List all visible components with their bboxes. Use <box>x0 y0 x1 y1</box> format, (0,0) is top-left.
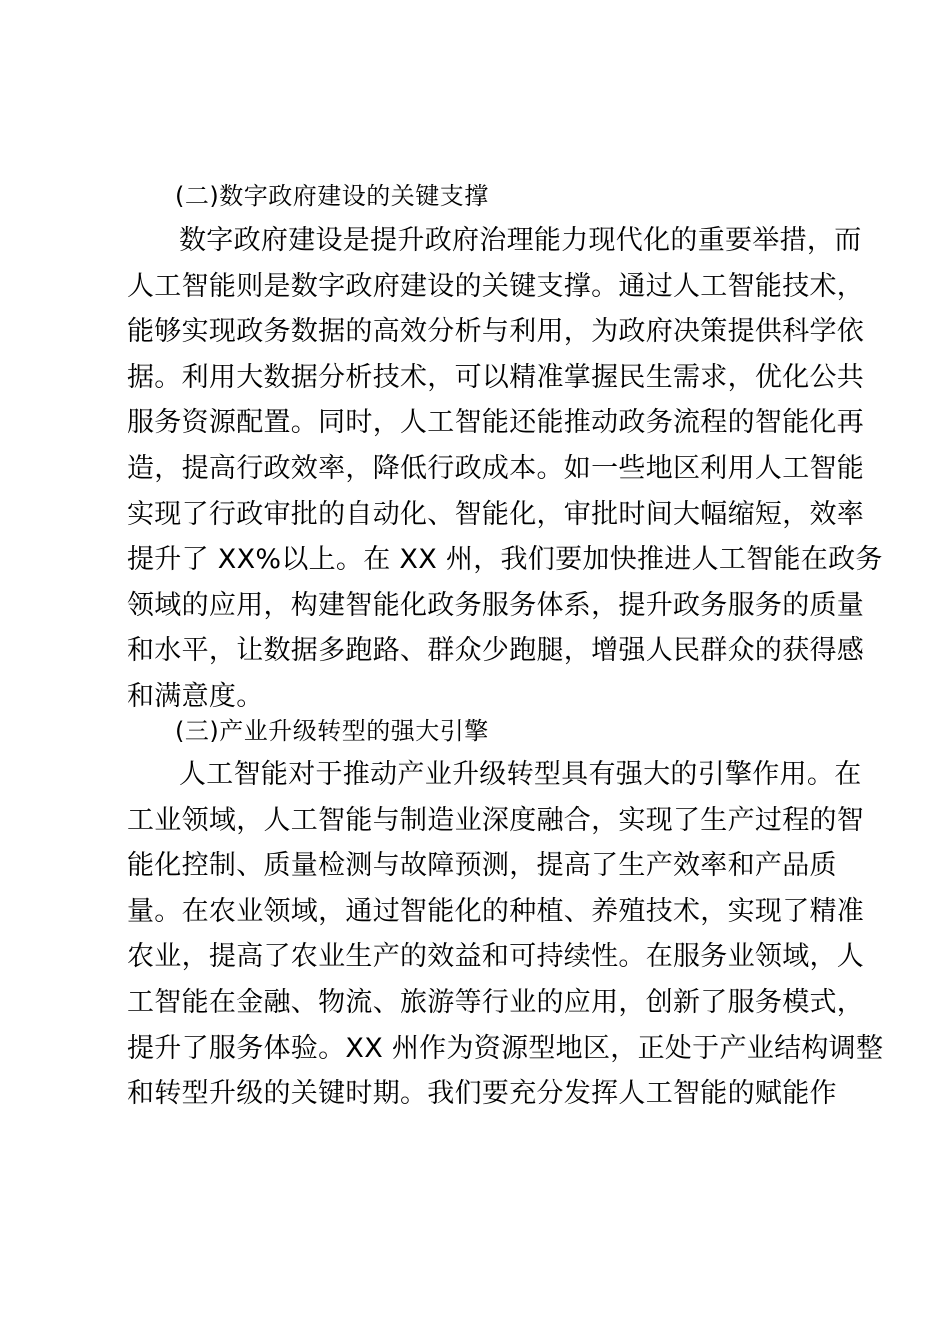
paragraph-line: 和满意度。 <box>127 680 264 712</box>
paragraph-line: 工智能在金融、物流、旅游等行业的应用，创新了服务模式， <box>127 986 865 1018</box>
paragraph-line: 能够实现政务数据的高效分析与利用，为政府决策提供科学依 <box>127 316 865 348</box>
paragraph-line: 和水平，让数据多跑路、群众少跑腿，增强人民群众的获得感 <box>127 635 865 667</box>
section-heading-2: (二)数字政府建设的关键支撑 <box>175 182 489 210</box>
paragraph-line: 和转型升级的关键时期。我们要充分发挥人工智能的赋能作 <box>127 1078 837 1110</box>
paragraph-line: 造，提高行政效率，降低行政成本。如一些地区利用人工智能 <box>127 452 865 484</box>
section-3-paragraph <box>127 752 884 1117</box>
section-heading-3: (三)产业升级转型的强大引擎 <box>175 717 489 745</box>
paragraph-line: 据。利用大数据分析技术，可以精准掌握民生需求，优化公共 <box>127 361 865 393</box>
paragraph-line: 实现了行政审批的自动化、智能化，审批时间大幅缩短，效率 <box>127 498 865 530</box>
paragraph-line: 提升了 XX%以上。在 XX 州，我们要加快推进人工智能在政务 <box>127 544 883 576</box>
paragraph-line: 提升了服务体验。XX 州作为资源型地区，正处于产业结构调整 <box>127 1032 884 1064</box>
section-2-paragraph <box>127 218 883 720</box>
paragraph-line: 数字政府建设是提升政府治理能力现代化的重要举措，而 <box>179 225 862 256</box>
paragraph-line: 能化控制、质量检测与故障预测，提高了生产效率和产品质 <box>127 850 837 882</box>
paragraph-line: 农业，提高了农业生产的效益和可持续性。在服务业领域，人 <box>127 941 865 973</box>
paragraph-line: 领域的应用，构建智能化政务服务体系，提升政务服务的质量 <box>127 589 865 621</box>
paragraph-line: 服务资源配置。同时，人工智能还能推动政务流程的智能化再 <box>127 407 865 439</box>
paragraph-line: 人工智能对于推动产业升级转型具有强大的引擎作用。在 <box>179 759 862 790</box>
paragraph-line: 量。在农业领域，通过智能化的种植、养殖技术，实现了精准 <box>127 895 865 927</box>
paragraph-line: 人工智能则是数字政府建设的关键支撑。通过人工智能技术， <box>127 270 865 302</box>
paragraph-line: 工业领域，人工智能与制造业深度融合，实现了生产过程的智 <box>127 804 865 836</box>
